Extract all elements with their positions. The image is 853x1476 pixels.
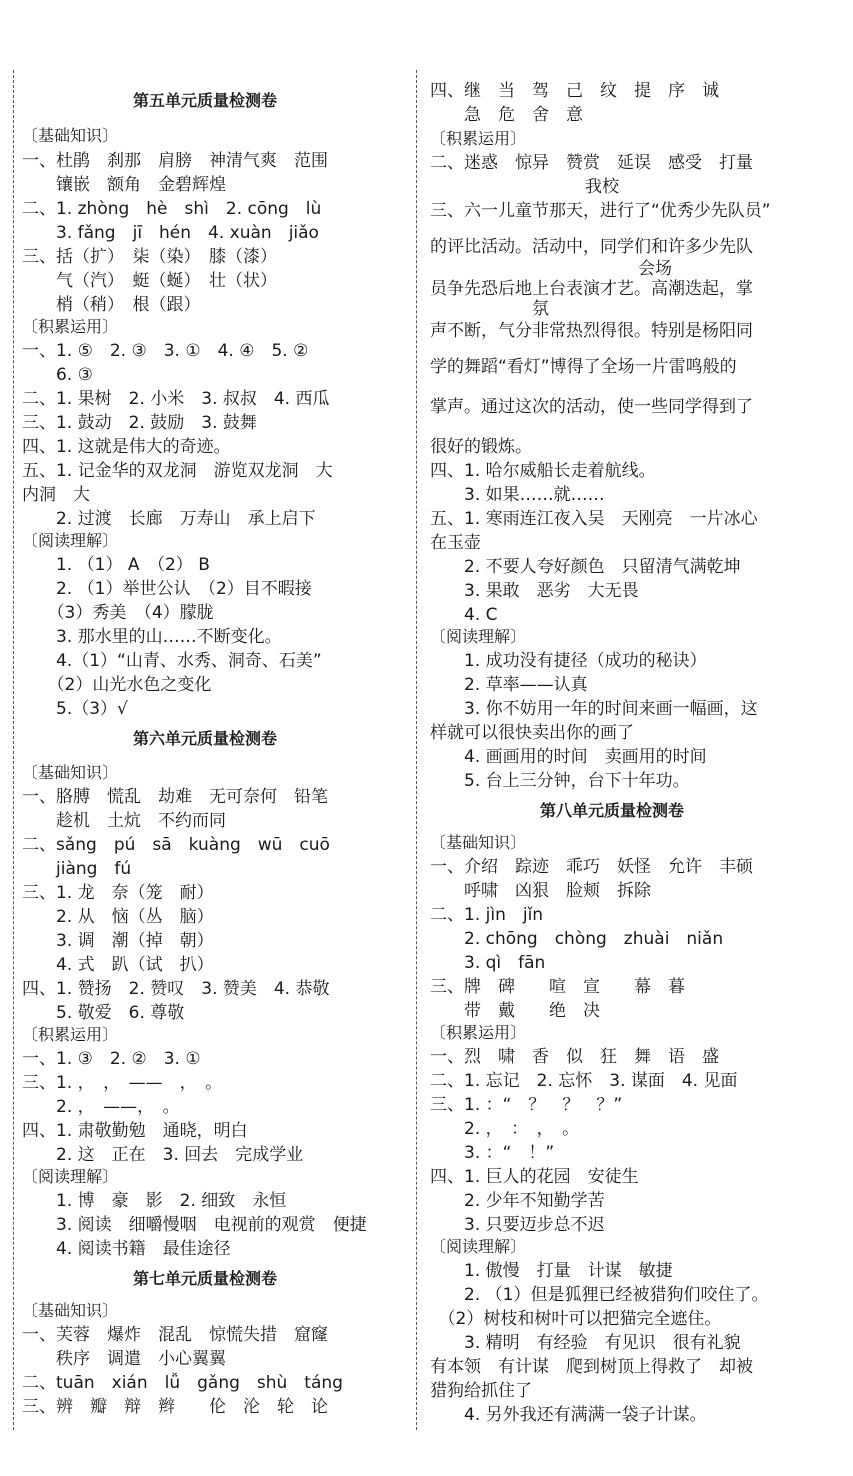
answer-line: 猎狗给抓住了 bbox=[430, 1381, 532, 1401]
answer-line: 3. qì fān bbox=[430, 953, 546, 973]
answer-line: 员争先恐后地上台表演才艺。高潮迭起，掌 bbox=[430, 279, 753, 299]
answer-line: 二、sǎng pú sā kuàng wū cuō bbox=[22, 835, 330, 855]
answer-line: 趁机 土炕 不约而同 bbox=[22, 811, 226, 831]
left-margin-divider bbox=[13, 70, 14, 1430]
answer-line: 四、1. 赞扬 2. 赞叹 3. 赞美 4. 恭敬 bbox=[22, 979, 330, 999]
answer-line: 2. 草率——认真 bbox=[430, 675, 588, 695]
answer-line: 四、1. 哈尔威船长走着航线。 bbox=[430, 461, 656, 481]
answer-line: 2. 从 恼（丛 脑） bbox=[22, 907, 214, 927]
answer-line: 4. 另外我还有满满一袋子计谋。 bbox=[430, 1405, 707, 1425]
answer-line: 1. 傲慢 打量 计谋 敏捷 bbox=[430, 1261, 673, 1281]
answer-line: 3. 那水里的山……不断变化。 bbox=[22, 627, 282, 647]
answer-line: 五、1. 寒雨连江夜入吴 天刚亮 一片冰心 bbox=[430, 509, 758, 529]
answer-line: 二、tuān xián lǚ gǎng shù táng bbox=[22, 1373, 343, 1393]
answer-line: 急 危 舍 意 bbox=[430, 105, 583, 125]
answer-line: 3. 调 潮（掉 朝） bbox=[22, 931, 214, 951]
answer-line: 三、1. ， ， —— ， 。 bbox=[22, 1073, 223, 1093]
answer-line: 我校 bbox=[585, 177, 619, 197]
unit-heading: 第八单元质量检测卷 bbox=[540, 801, 685, 820]
answer-line: 3. 如果……就…… bbox=[430, 485, 605, 505]
section-label: 〔积累运用〕 bbox=[430, 129, 527, 148]
answer-line: 2. 这 正在 3. 回去 完成学业 bbox=[22, 1145, 304, 1165]
answer-line: 3. 精明 有经验 有见识 很有礼貌 bbox=[430, 1333, 741, 1353]
section-label: 〔基础知识〕 bbox=[22, 1301, 119, 1320]
answer-line: 5.（3）√ bbox=[22, 699, 128, 719]
answer-line: 2. chōng chòng zhuài niǎn bbox=[430, 929, 724, 949]
answer-line: 一、1. ③ 2. ② 3. ① bbox=[22, 1049, 201, 1069]
answer-line: jiàng fú bbox=[22, 859, 132, 879]
answer-line: 二、1. jìn jǐn bbox=[430, 905, 544, 925]
answer-line: 有本领 有计谋 爬到树顶上得救了 却被 bbox=[430, 1357, 753, 1377]
answer-line: 4. 画画用的时间 卖画用的时间 bbox=[430, 747, 707, 767]
answer-line: 2. 少年不知勤学苦 bbox=[430, 1191, 605, 1211]
answer-line: 带 戴 绝 决 bbox=[430, 1001, 600, 1021]
answer-line: 1. 博 豪 影 2. 细致 永恒 bbox=[22, 1191, 287, 1211]
answer-line: 2. 过渡 长廊 万寿山 承上启下 bbox=[22, 509, 316, 529]
section-label: 〔基础知识〕 bbox=[22, 763, 119, 782]
answer-line: 三、六一儿童节那天，进行了“优秀少先队员” bbox=[430, 201, 771, 221]
answer-line: 一、芙蓉 爆炸 混乱 惊慌失措 窟窿 bbox=[22, 1325, 328, 1345]
answer-line: （3）秀美 （4）朦胧 bbox=[22, 603, 214, 623]
answer-line: 4.（1）“山青、水秀、洞奇、石美” bbox=[22, 651, 322, 671]
answer-line: 三、1. 鼓动 2. 鼓励 3. 鼓舞 bbox=[22, 413, 257, 433]
answer-line: 5. 敬爱 6. 尊敬 bbox=[22, 1003, 185, 1023]
answer-line: 3. 你不妨用一年的时间来画一幅画，这 bbox=[430, 699, 758, 719]
answer-line: 一、1. ⑤ 2. ③ 3. ① 4. ④ 5. ② bbox=[22, 341, 309, 361]
answer-line: 一、介绍 踪迹 乖巧 妖怪 允许 丰硕 bbox=[430, 857, 753, 877]
answer-line: 会场 bbox=[638, 259, 672, 279]
answer-line: 一、胳膊 慌乱 劫难 无可奈何 铅笔 bbox=[22, 787, 328, 807]
answer-line: 二、1. 忘记 2. 忘怀 3. 谋面 4. 见面 bbox=[430, 1071, 738, 1091]
answer-line: 镶嵌 额角 金碧辉煌 bbox=[22, 175, 226, 195]
answer-line: 三、辨 瓣 辩 辫 伦 沦 轮 论 bbox=[22, 1397, 328, 1417]
section-label: 〔基础知识〕 bbox=[430, 833, 527, 852]
answer-line: 5. 台上三分钟，台下十年功。 bbox=[430, 771, 690, 791]
unit-heading: 第五单元质量检测卷 bbox=[133, 91, 278, 110]
answer-line: 一、烈 啸 香 似 狂 舞 语 盛 bbox=[430, 1047, 719, 1067]
answer-line: 四、1. 肃敬勤勉 通晓，明白 bbox=[22, 1121, 248, 1141]
answer-line: 在玉壶 bbox=[430, 533, 481, 553]
section-label: 〔阅读理解〕 bbox=[430, 627, 527, 646]
answer-line: 秩序 调遣 小心翼翼 bbox=[22, 1349, 226, 1369]
section-label: 〔阅读理解〕 bbox=[22, 531, 119, 550]
section-label: 〔基础知识〕 bbox=[22, 126, 119, 145]
answer-line: 2. ， ——， 。 bbox=[22, 1097, 180, 1117]
section-label: 〔积累运用〕 bbox=[430, 1023, 527, 1042]
answer-line: 1. （1） A （2） B bbox=[22, 555, 210, 575]
answer-line: 1. 成功没有捷径（成功的秘诀） bbox=[430, 651, 707, 671]
answer-line: 二、迷惑 惊异 赞赏 延误 感受 打量 bbox=[430, 153, 753, 173]
answer-line: 6. ③ bbox=[22, 365, 93, 385]
answer-line: 梢（稍） 根（跟） bbox=[22, 295, 201, 315]
answer-line: 3. fǎng jī hén 4. xuàn jiǎo bbox=[22, 223, 319, 243]
answer-line: 2. ， ： ， 。 bbox=[430, 1119, 580, 1139]
unit-heading: 第六单元质量检测卷 bbox=[133, 729, 278, 748]
answer-line: 一、杜鹃 刹那 肩膀 神清气爽 范围 bbox=[22, 151, 328, 171]
answer-line: 掌声。通过这次的活动，使一些同学得到了 bbox=[430, 397, 753, 417]
answer-line: 3. ：“ ！” bbox=[430, 1143, 555, 1163]
column-divider bbox=[416, 70, 417, 1430]
answer-line: 样就可以很快卖出你的画了 bbox=[430, 723, 634, 743]
answer-line: 学的舞蹈“看灯”博得了全场一片雷鸣般的 bbox=[430, 357, 737, 377]
answer-line: 二、1. 果树 2. 小米 3. 叔叔 4. 西瓜 bbox=[22, 389, 330, 409]
section-label: 〔阅读理解〕 bbox=[22, 1167, 119, 1186]
answer-line: 很好的锻炼。 bbox=[430, 437, 532, 457]
answer-line: 四、1. 巨人的花园 安徒生 bbox=[430, 1167, 639, 1187]
answer-line: 2. 不要人夸好颜色 只留清气满乾坤 bbox=[430, 557, 741, 577]
answer-line: 二、1. zhòng hè shì 2. cōng lù bbox=[22, 199, 322, 219]
answer-line: 五、1. 记金华的双龙洞 游览双龙洞 大 bbox=[22, 461, 333, 481]
answer-line: 3. 只要迈步总不迟 bbox=[430, 1215, 605, 1235]
answer-line: 三、1. 龙 奈（笼 耐） bbox=[22, 883, 214, 903]
answer-line: 四、继 当 驾 己 纹 提 序 诚 bbox=[430, 81, 719, 101]
answer-line: （2）树枝和树叶可以把猫完全遮住。 bbox=[430, 1309, 722, 1329]
section-label: 〔积累运用〕 bbox=[22, 317, 119, 336]
section-label: 〔阅读理解〕 bbox=[430, 1237, 527, 1256]
answer-line: 3. 果敢 恶劣 大无畏 bbox=[430, 581, 639, 601]
answer-line: 3. 阅读 细嚼慢咽 电视前的观赏 便捷 bbox=[22, 1215, 367, 1235]
answer-line: （2）山光水色之变化 bbox=[22, 675, 212, 695]
answer-line: 三、括（扩） 柒（染） 膝（漆） bbox=[22, 247, 277, 267]
answer-line: 声不断，气分非常热烈得很。特别是杨阳同 bbox=[430, 321, 753, 341]
answer-line: 2. （1）但是狐狸已经被猎狗们咬住了。 bbox=[430, 1285, 769, 1305]
answer-line: 气（汽） 蜓（蜒） 壮（状） bbox=[22, 271, 277, 291]
answer-line: 内洞 大 bbox=[22, 485, 90, 505]
answer-line: 三、1. ：“ ？ ？ ？” bbox=[430, 1095, 623, 1115]
answer-line: 的评比活动。活动中，同学们和许多少先队 bbox=[430, 237, 753, 257]
answer-line: 呼啸 凶狠 脸颊 拆除 bbox=[430, 881, 651, 901]
unit-heading: 第七单元质量检测卷 bbox=[133, 1269, 278, 1288]
section-label: 〔积累运用〕 bbox=[22, 1025, 119, 1044]
answer-line: 4. C bbox=[430, 605, 498, 625]
answer-line: 三、牌 碑 喧 宣 幕 暮 bbox=[430, 977, 685, 997]
answer-line: 氛 bbox=[532, 299, 549, 319]
answer-line: 4. 式 趴（试 扒） bbox=[22, 955, 214, 975]
answer-line: 4. 阅读书籍 最佳途径 bbox=[22, 1239, 231, 1259]
answer-line: 四、1. 这就是伟大的奇迹。 bbox=[22, 437, 231, 457]
answer-line: 2. （1）举世公认 （2）目不暇接 bbox=[22, 579, 312, 599]
